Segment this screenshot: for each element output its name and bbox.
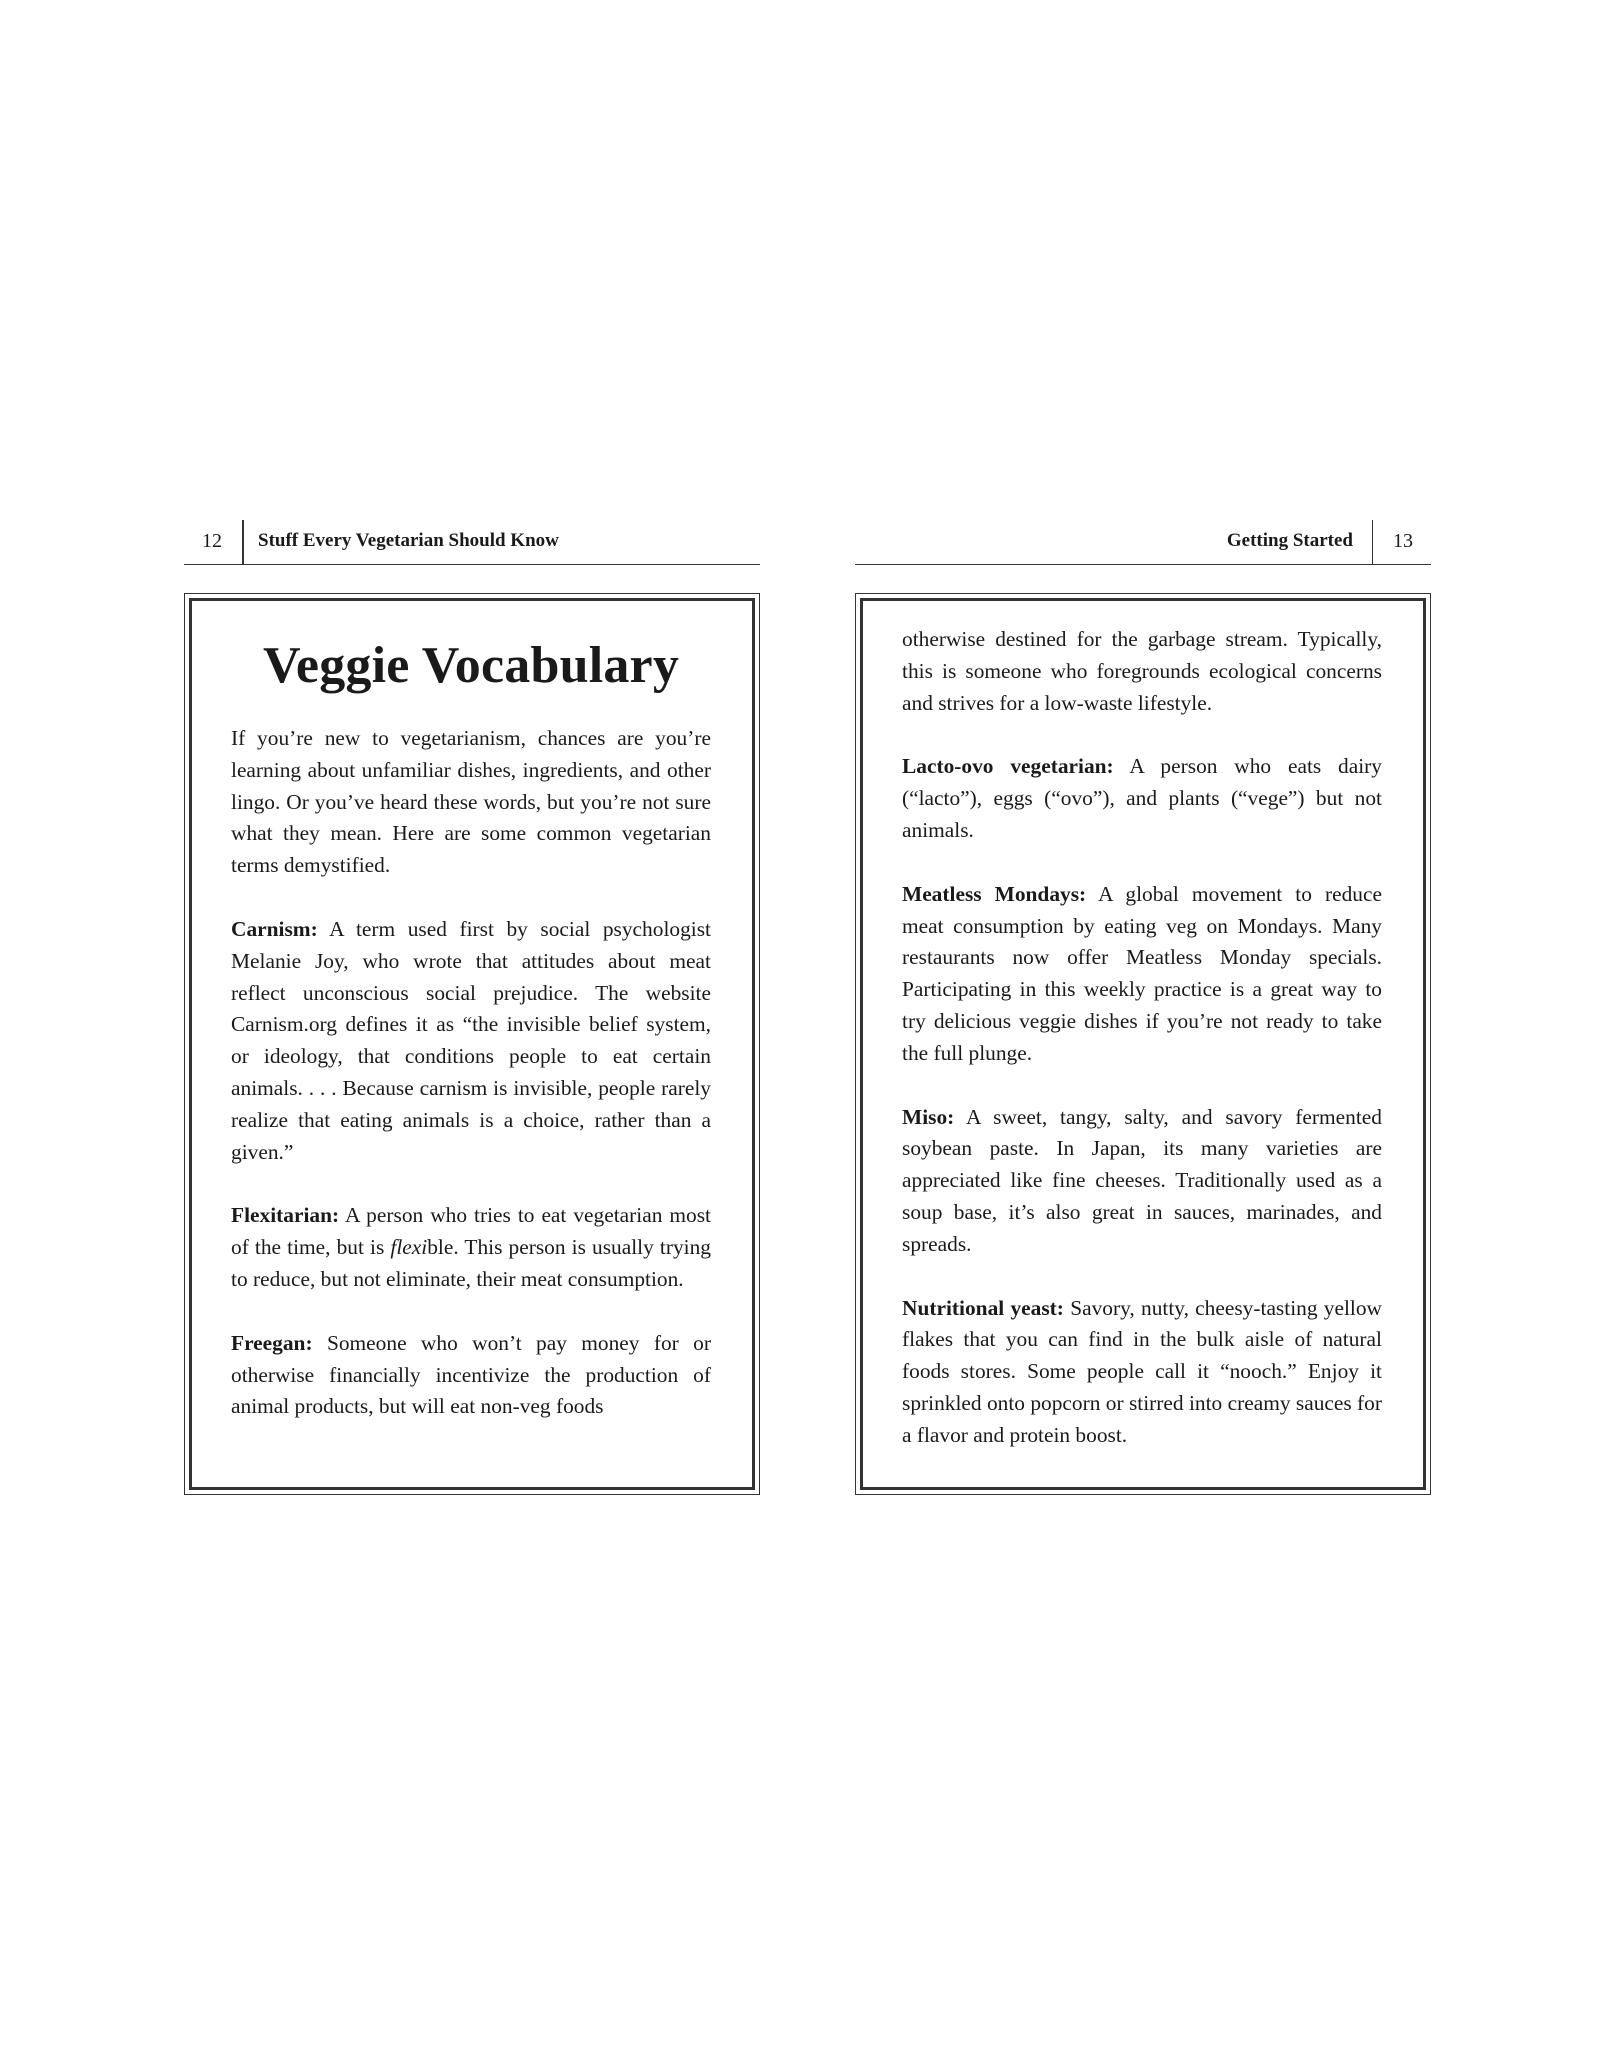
vocab-definition: Someone who won’t pay money for or otherwise financially incentivize the production of animal products, but will eat non-veg foods xyxy=(231,1330,711,1419)
vocab-entry-miso xyxy=(902,1102,1382,1261)
vocab-entry-lacto-ovo xyxy=(902,751,1382,846)
right-page xyxy=(855,520,1431,1495)
page-title: Veggie Vocabulary xyxy=(262,637,680,694)
vocab-definition: A term used first by social psychologist Melanie Joy, who wrote that attitudes about meat reflect unconscious social prejudice. The website Carnism.org defines it as “the invisible belief system, or ideology, that conditions people to eat certain animals. . . . Because carnism is invisible, people rarely realize that eating animals is a choice, rather than a given.” xyxy=(231,916,711,1164)
vocab-term: Nutritional yeast: xyxy=(902,1295,1064,1320)
running-title: Getting Started xyxy=(1226,530,1353,551)
page-number: 13 xyxy=(1393,530,1413,552)
vocab-term: Lacto-ovo vegetarian: xyxy=(902,754,1114,779)
running-title: Stuff Every Vegetarian Should Know xyxy=(258,530,559,551)
vocab-term: Carnism: xyxy=(231,916,318,941)
vocab-definition: A global movement to reduce meat consumption by eating veg on Mondays. Many restaurants now offer Meatless Monday specials. Participating in this weekly practice is a great way to try delicious veggie dishes if you’re not ready to take the full plunge. xyxy=(902,881,1382,1065)
vocab-term: Miso: xyxy=(902,1104,955,1129)
vocab-definition-part2: ble. This person is usually trying to reduce, but not eliminate, their meat consumption. xyxy=(231,1235,711,1291)
continuation-paragraph: otherwise destined for the garbage stream. Typically, this is someone who foregrounds ecological concerns and strives for a low-waste lifestyle. xyxy=(902,627,1382,715)
vocab-term: Freegan: xyxy=(231,1330,313,1355)
vocab-entry-meatless-mondays xyxy=(902,879,1382,1070)
vocab-definition-italic: flexi xyxy=(390,1235,428,1260)
vocab-term: Flexitarian: xyxy=(231,1203,340,1228)
left-page xyxy=(184,520,760,1495)
intro-paragraph: If you’re new to vegetarianism, chances are you’re learning about unfamiliar dishes, ingredients, and other lingo. Or you’ve heard these words, but you’re not sure what they mean. Here are some common vegetarian terms demystified. xyxy=(231,726,711,878)
vocab-entry-flexitarian xyxy=(231,1200,711,1295)
vocab-definition: A person who eats dairy (“lacto”), eggs (“ovo”), and plants (“vege”) but not animals. xyxy=(902,754,1382,842)
vocab-entry-freegan xyxy=(231,1328,711,1423)
vocab-definition: A sweet, tangy, salty, and savory fermented soybean paste. In Japan, its many varieties are appreciated like fine cheeses. Traditionally used as a soup base, it’s also great in sauces, marinades, and spreads. xyxy=(902,1104,1383,1256)
vocab-entry-carnism xyxy=(231,914,711,1168)
sidebar-box xyxy=(855,593,1431,1495)
page-number: 12 xyxy=(202,530,222,552)
vocab-definition: Savory, nutty, cheesy-tasting yellow flakes that you can find in the bulk aisle of natural foods stores. Some people call it “nooch.” Enjoy it sprinkled onto popcorn or stirred into creamy sauces for a flavor and protein boost. xyxy=(902,1295,1383,1447)
running-header xyxy=(855,520,1431,565)
header-divider xyxy=(242,520,244,564)
vocab-definition-part1: A person who tries to eat vegetarian most of the time, but is xyxy=(231,1203,712,1260)
vocab-entry-nutritional-yeast xyxy=(902,1293,1382,1452)
vocab-term: Meatless Mondays: xyxy=(902,881,1087,906)
sidebar-box xyxy=(184,593,760,1495)
header-divider xyxy=(1372,520,1374,564)
running-header xyxy=(184,520,760,565)
